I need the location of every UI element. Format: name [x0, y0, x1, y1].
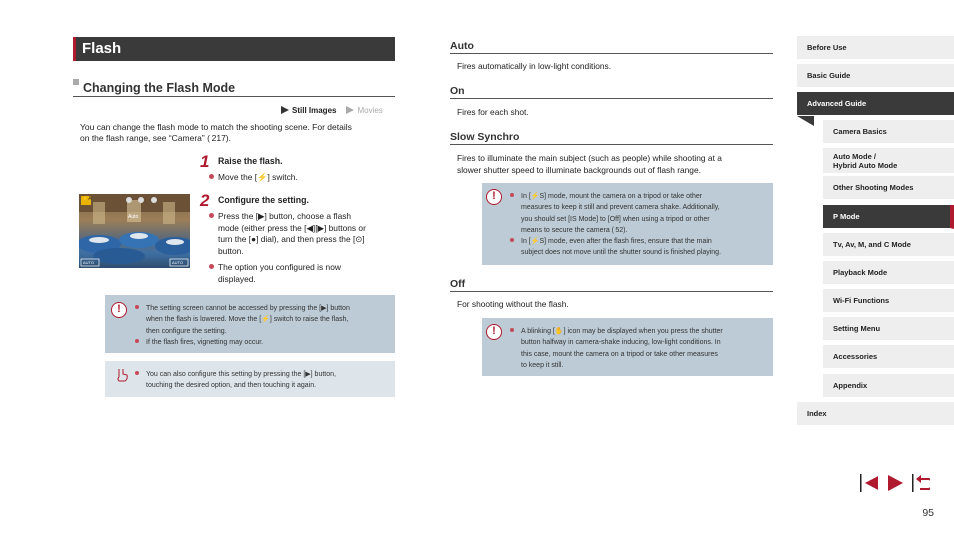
nav-playback-mode[interactable]: Playback Mode [823, 261, 954, 285]
nav-p-mode[interactable]: P Mode [823, 205, 954, 229]
slow-synchro-heading: Slow Synchro [450, 131, 773, 145]
still-images-tag: Still Images [292, 106, 337, 115]
nav-other-shooting-modes[interactable]: Other Shooting Modes [823, 176, 954, 200]
nav-appendix[interactable]: Appendix [823, 374, 954, 398]
movies-triangle-icon [346, 106, 354, 114]
page-number: 95 [922, 507, 934, 519]
camera-screen-image [79, 194, 190, 268]
still-images-triangle-icon [281, 106, 289, 114]
subsection-heading [73, 79, 395, 97]
next-page-icon[interactable] [886, 474, 904, 492]
auto-heading: Auto [450, 40, 773, 54]
step-1-number: 1 [200, 152, 210, 171]
section-title: Flash [73, 37, 395, 61]
step-1-title: Raise the flash. [218, 156, 283, 166]
restaurant-scene-image [79, 194, 190, 268]
step-2-bullet-1: Press the [▶] button, choose a flash mode (either press the [◀][▶] buttons or turn the [●] dial), and then press the [⊙] button. [209, 211, 399, 257]
slow-synchro-warning-box [482, 183, 773, 265]
nav-before-use[interactable]: Before Use [797, 36, 954, 60]
step-2-bullet-2: The option you configured is now displayed. [209, 262, 399, 285]
off-text: For shooting without the flash. [457, 299, 569, 309]
tip-text: You can also configure this setting by pressing the [▶] button, touching the desired option, and then touching it again. [135, 369, 393, 392]
intro-text [80, 122, 396, 144]
previous-page-icon[interactable] [860, 474, 878, 492]
heading-square-icon [73, 79, 79, 85]
warning-icon: ! [486, 189, 502, 205]
on-text: Fires for each shot. [457, 107, 529, 117]
warning-icon: ! [486, 324, 502, 340]
nav-triangle-icon [797, 116, 814, 126]
nav-accessories[interactable]: Accessories [823, 345, 954, 369]
warning-icon: ! [111, 302, 127, 318]
intro-line-2[interactable]: on the flash range, see “Camera” ( 217). [80, 133, 231, 143]
nav-camera-basics[interactable]: Camera Basics [823, 120, 954, 144]
step-2-number: 2 [200, 191, 210, 210]
nav-wifi-functions[interactable]: Wi-Fi Functions [823, 289, 954, 313]
page-nav-arrows [860, 474, 935, 492]
nav-auto-mode[interactable]: Auto Mode / Hybrid Auto Mode [823, 148, 954, 174]
nav-index[interactable]: Index [797, 402, 954, 426]
subsection-title: Changing the Flash Mode [83, 81, 236, 95]
hint-hand-icon [115, 367, 131, 383]
nav-setting-menu[interactable]: Setting Menu [823, 317, 954, 341]
auto-text: Fires automatically in low-light conditions. [457, 61, 612, 71]
warning-text: The setting screen cannot be accessed by pressing the [▶] button when the flash is lowered. Move the [⚡] switch to raise the flash, then configure the setting. If the flash fires, vignetting may occur. [135, 303, 393, 348]
bottom-left-label: AUTO [83, 260, 95, 265]
nav-tv-av-m-c-mode[interactable]: Tv, Av, M, and C Mode [823, 233, 954, 257]
return-icon[interactable] [912, 474, 930, 492]
on-heading: On [450, 85, 773, 99]
flash-auto-label: ⚡A [82, 196, 92, 202]
off-warning-box [482, 318, 773, 376]
nav-basic-guide[interactable]: Basic Guide [797, 64, 954, 88]
slow-synchro-text: Fires to illuminate the main subject (such as people) while shooting at a slower shutter speed to illuminate backgrounds out of flash range. [457, 153, 722, 175]
tip-box [105, 361, 395, 397]
step-2-title: Configure the setting. [218, 195, 309, 205]
nav-advanced-guide[interactable]: Advanced Guide [797, 92, 954, 116]
off-warning-text: A blinking [✋] icon may be displayed when you press the shutter button halfway in camera-shake inducing, low-light conditions. In this case, mount the camera on a tripod or take other measures to keep it still. [510, 326, 770, 371]
bottom-right-label: AUTO [172, 260, 184, 265]
step-1-bullet: Move the [⚡] switch. [209, 172, 298, 184]
intro-line-1: You can change the flash mode to match the shooting scene. For details [80, 122, 352, 132]
auto-label: Auto [128, 214, 139, 220]
slow-synchro-warning-text: In [⚡S] mode, mount the camera on a tripod or take other measures to keep it still and prevent camera shake. Additionally, you should set [IS Mode] to [Off] when using a tripod or other means to secure the camera ( 52). In [⚡S] mode, even after the flash fires, ensure that the main subject does not move until the shutter sound is finished playing. [510, 191, 770, 259]
mode-tags [281, 106, 383, 115]
movies-tag: Movies [357, 106, 383, 115]
off-heading: Off [450, 278, 773, 292]
warning-box [105, 295, 395, 353]
